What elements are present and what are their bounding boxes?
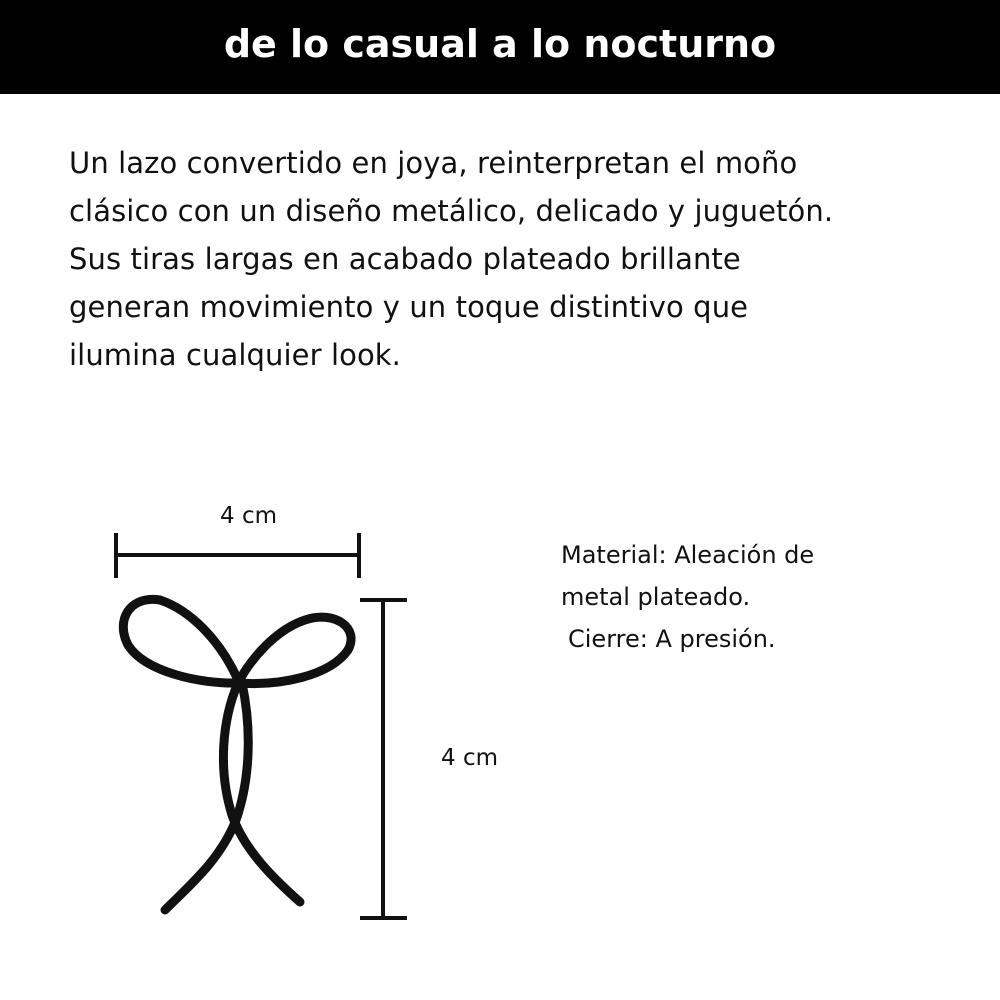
description-line: Un lazo convertido en joya, reinterpretan el moño — [69, 146, 798, 180]
closure-spec: Cierre: A presión. — [568, 625, 776, 653]
description-line: ilumina cualquier look. — [69, 338, 402, 372]
description-line: Sus tiras largas en acabado plateado brillante — [69, 242, 741, 276]
height-label: 4 cm — [441, 745, 498, 771]
header-banner — [0, 0, 1000, 94]
width-label: 4 cm — [220, 503, 277, 529]
height-dimension-line — [362, 600, 405, 918]
material-spec-continued: metal plateado. — [561, 583, 751, 611]
product-specs — [561, 534, 981, 660]
bow-icon — [123, 599, 351, 910]
product-description — [69, 139, 949, 379]
description-line: generan movimiento y un toque distintivo que — [69, 290, 749, 324]
description-line: clásico con un diseño metálico, delicado y juguetón. — [69, 194, 834, 228]
material-spec: Material: Aleación de — [561, 541, 815, 569]
width-dimension-line — [116, 535, 359, 576]
page-title: de lo casual a lo nocturno — [223, 22, 777, 66]
